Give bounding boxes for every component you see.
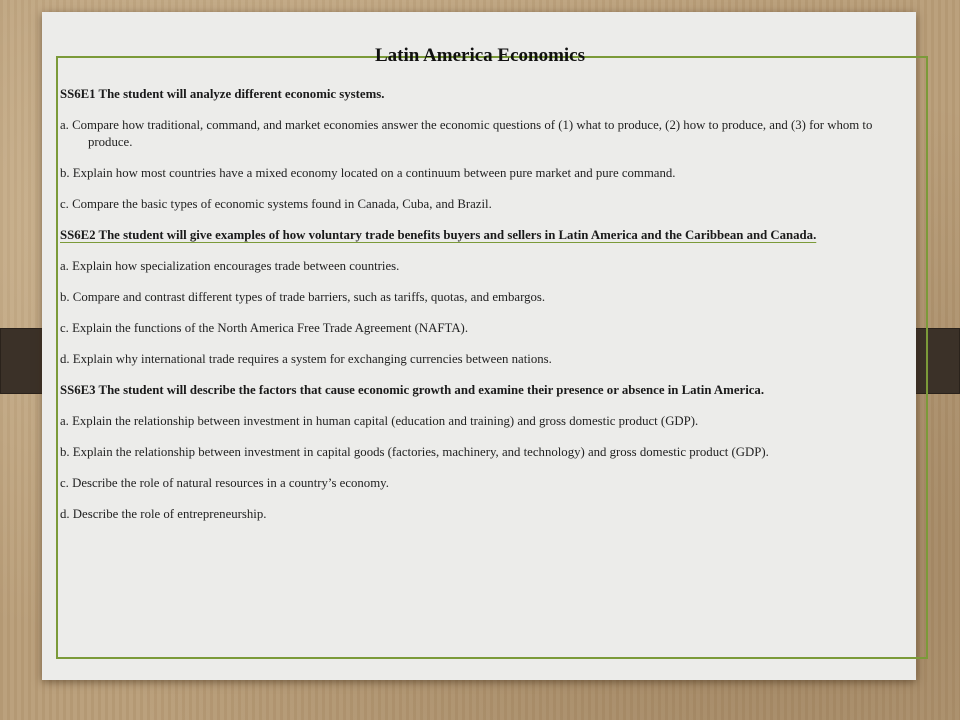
element-ss6e3-b: b. Explain the relationship between investment in capital goods (factories, machinery, and technology) and gross domestic product (GDP). (60, 445, 769, 459)
element-ss6e1-a: a. Compare how traditional, command, and market economies answer the economic questions of (1) what to produce, (2) how to produce, and (3) for whom to produce. (60, 118, 873, 149)
standard-ss6e2: SS6E2 The student will give examples of how voluntary trade benefits buyers and sellers in Latin America and the Caribbean and Canada. (60, 228, 817, 242)
standard-ss6e1: SS6E1 The student will analyze different economic systems. (60, 87, 385, 101)
standards-list (60, 86, 908, 537)
element-ss6e2-c: c. Explain the functions of the North America Free Trade Agreement (NAFTA). (60, 321, 469, 335)
standard-ss6e3: SS6E3 The student will describe the factors that cause economic growth and examine their presence or absence in Latin America. (60, 383, 765, 397)
slide-title: Latin America Economics (374, 45, 586, 66)
element-ss6e2-b: b. Compare and contrast different types of trade barriers, such as tariffs, quotas, and embargos. (60, 290, 546, 304)
element-ss6e3-d: d. Describe the role of entrepreneurship. (60, 507, 267, 521)
element-ss6e1-b: b. Explain how most countries have a mixed economy located on a continuum between pure market and pure command. (60, 166, 676, 180)
element-ss6e2-a: a. Explain how specialization encourages trade between countries. (60, 259, 400, 273)
element-ss6e2-d: d. Explain why international trade requires a system for exchanging currencies between nations. (60, 352, 552, 366)
element-ss6e1-c: c. Compare the basic types of economic systems found in Canada, Cuba, and Brazil. (60, 197, 492, 211)
element-ss6e3-c: c. Describe the role of natural resources in a country’s economy. (60, 476, 389, 490)
element-ss6e3-a: a. Explain the relationship between investment in human capital (education and training) and gross domestic product (GDP). (60, 414, 699, 428)
